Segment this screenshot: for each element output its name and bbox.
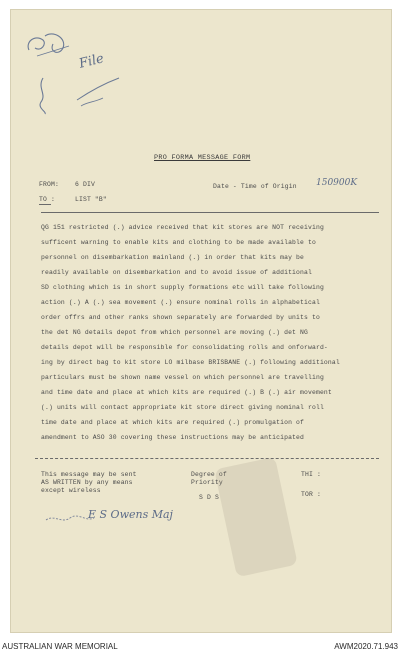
body-line: SD clothing which is in short supply formations etc will take following: [41, 284, 324, 291]
signature: [44, 506, 204, 532]
body-line: ing by direct bag to kit store LO milbase BRISBANE (.) following additional: [41, 359, 340, 366]
body-line: details depot will be responsible for consolidating rolls and onforward-: [41, 344, 328, 351]
footer-divider: [35, 458, 379, 459]
instructions-line: except wireless: [41, 487, 101, 494]
priority-label: Priority: [191, 479, 223, 486]
body-line: action (.) A (.) sea movement (.) ensure nominal rolls in alphabetical: [41, 299, 320, 306]
to-label: TO :: [39, 196, 55, 203]
header-divider: [41, 212, 379, 213]
institution-name: AUSTRALIAN WAR MEMORIAL: [2, 642, 118, 651]
to-value: LIST "B": [75, 196, 107, 203]
instructions-line: This message may be sent: [41, 471, 137, 478]
body-line: particulars must be shown name vessel on which personnel are travelling: [41, 374, 324, 381]
date-value: 150900K: [316, 178, 358, 188]
form-title: PRO FORMA MESSAGE FORM: [154, 154, 251, 162]
body-line: sufficent warning to enable kits and clothing to be made available to: [41, 239, 316, 246]
document-page: [10, 9, 392, 633]
credit-bar: [0, 634, 402, 653]
to-underline: [39, 204, 51, 205]
from-value: 6 DIV: [75, 181, 95, 188]
file-note: File: [77, 51, 106, 72]
tor-label: TOR :: [301, 491, 321, 498]
body-line: amendment to ASO 30 covering these instructions may be anticipated: [41, 434, 305, 441]
accession-number: AWM2020.71.943: [334, 642, 398, 651]
body-line: time date and place at which kits are required (.) promulgation of: [41, 419, 305, 426]
date-label: Date - Time of Origin: [213, 183, 297, 190]
from-label: FROM:: [39, 181, 59, 188]
thi-label: THI :: [301, 471, 321, 478]
file-note-flourish: [73, 72, 123, 112]
priority-value: S D S: [199, 494, 219, 501]
body-line: personnel on disembarkation mainland (.) in order that kits may be: [41, 254, 305, 261]
body-line: the det NG details depot from which personnel are moving (.) det NG: [41, 329, 308, 336]
handwritten-scribble: [33, 76, 55, 116]
body-line: QG 151 restricted (.) advice received that kit stores are NOT receiving: [41, 224, 324, 231]
body-line: readily available on disembarkation and to avoid issue of additional: [41, 269, 312, 276]
body-line: and time date and place at which kits are required (.) B (.) air movement: [41, 389, 332, 396]
signature-text: E S Owens Maj: [88, 508, 173, 521]
body-line: (.) units will contact appropriate kit store direct giving nominal roll: [41, 404, 324, 411]
stamp-smudge: [214, 457, 298, 577]
instructions-line: AS WRITTEN by any means: [41, 479, 133, 486]
degree-label: Degree of: [191, 471, 227, 478]
handwritten-mark: [23, 28, 83, 68]
body-line: order offrs and other ranks shown separately are forwarded by units to: [41, 314, 320, 321]
